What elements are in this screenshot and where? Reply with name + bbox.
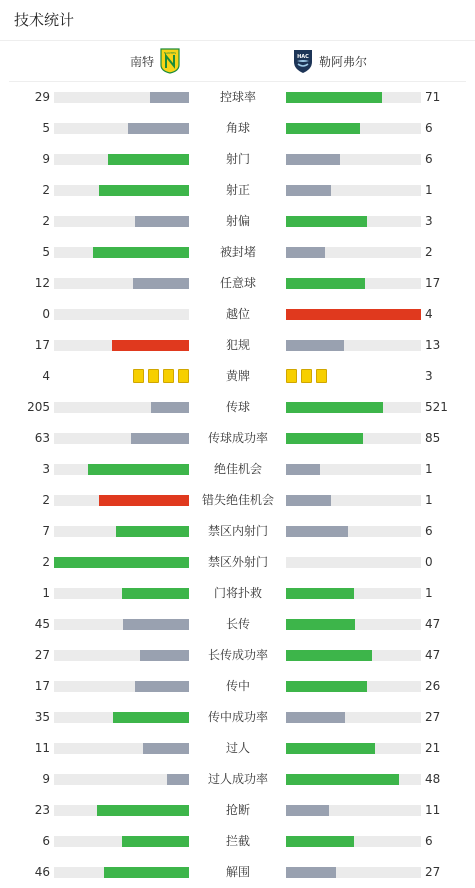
home-yellow-cards: [133, 369, 189, 383]
stat-row: [0, 330, 475, 361]
away-bar-fill: [286, 92, 382, 103]
home-bar-track: [54, 216, 189, 227]
away-bar-track: [286, 495, 421, 506]
home-bar-track: [54, 309, 189, 320]
home-value: 17: [34, 338, 50, 352]
away-bar-fill: [286, 743, 375, 754]
home-bar-track: [54, 123, 189, 134]
yellow-card-icon: [148, 369, 159, 383]
away-bar-track: [286, 278, 421, 289]
away-bar-fill: [286, 247, 325, 258]
home-bar-fill: [112, 340, 189, 351]
away-value: 47: [425, 617, 441, 631]
away-value: 11: [425, 803, 441, 817]
home-bar-fill: [128, 123, 189, 134]
home-bar-track: [54, 247, 189, 258]
away-bar-fill: [286, 805, 329, 816]
home-team[interactable]: [130, 41, 180, 81]
home-value: 0: [42, 307, 50, 321]
home-bar-track: [54, 743, 189, 754]
away-bar-fill: [286, 433, 363, 444]
home-value: 1: [42, 586, 50, 600]
home-value: 9: [42, 152, 50, 166]
away-value: 6: [425, 834, 433, 848]
home-bar-fill: [54, 557, 189, 568]
home-value: 3: [42, 462, 50, 476]
home-bar-track: [54, 402, 189, 413]
stat-row: [0, 268, 475, 299]
yellow-card-icon: [178, 369, 189, 383]
stat-label: 绝佳机会: [213, 462, 262, 476]
away-team-name: 勒阿弗尔: [319, 54, 368, 69]
away-bar-fill: [286, 526, 348, 537]
away-bar-track: [286, 464, 421, 475]
stat-label: 传中成功率: [207, 710, 268, 724]
away-value: 27: [425, 865, 441, 879]
stat-row: [0, 206, 475, 237]
stat-row: [0, 392, 475, 423]
away-value: 21: [425, 741, 441, 755]
away-value: 1: [425, 493, 433, 507]
away-bar-fill: [286, 712, 345, 723]
home-bar-fill: [88, 464, 189, 475]
home-value: 7: [42, 524, 50, 538]
away-bar-fill: [286, 495, 331, 506]
away-bar-fill: [286, 836, 354, 847]
away-bar-fill: [286, 681, 367, 692]
home-bar-fill: [151, 402, 189, 413]
home-team-name: 南特: [129, 54, 154, 69]
away-bar-track: [286, 588, 421, 599]
away-bar-fill: [286, 278, 365, 289]
away-value: 521: [425, 400, 448, 414]
home-bar-fill: [116, 526, 189, 537]
home-value: 5: [42, 121, 50, 135]
stat-row: [0, 609, 475, 640]
home-value: 17: [34, 679, 50, 693]
away-bar-fill: [286, 309, 421, 320]
stat-label: 射门: [225, 152, 250, 166]
stat-label: 禁区外射门: [207, 555, 268, 569]
home-value: 46: [34, 865, 50, 879]
away-bar-track: [286, 216, 421, 227]
away-value: 2: [425, 245, 433, 259]
away-bar-track: [286, 805, 421, 816]
home-logo-text: NANTES: [163, 51, 177, 55]
home-bar-track: [54, 495, 189, 506]
away-bar-fill: [286, 588, 354, 599]
stat-row: [0, 857, 475, 888]
home-bar-track: [54, 805, 189, 816]
away-bar-track: [286, 247, 421, 258]
away-value: 71: [425, 90, 441, 104]
stat-label: 门将扑救: [213, 586, 262, 600]
home-bar-fill: [123, 619, 189, 630]
stat-row: [0, 702, 475, 733]
stat-label: 解围: [225, 865, 250, 879]
away-bar-fill: [286, 340, 344, 351]
away-bar-track: [286, 526, 421, 537]
home-bar-track: [54, 557, 189, 568]
away-bar-track: [286, 774, 421, 785]
home-bar-fill: [108, 154, 189, 165]
away-bar-fill: [286, 123, 360, 134]
away-value: 17: [425, 276, 441, 290]
stat-label: 传球成功率: [207, 431, 268, 445]
stat-label: 拦截: [225, 834, 250, 848]
stat-label: 传中: [225, 679, 250, 693]
stat-label: 过人成功率: [207, 772, 268, 786]
home-bar-fill: [104, 867, 189, 878]
home-bar-track: [54, 619, 189, 630]
stats-list: [0, 82, 475, 888]
stat-label: 角球: [225, 121, 250, 135]
away-logo-text: HAC: [297, 54, 309, 60]
away-bar-fill: [286, 464, 320, 475]
stat-label: 抢断: [225, 803, 250, 817]
away-value: 85: [425, 431, 441, 445]
home-bar-track: [54, 650, 189, 661]
home-bar-track: [54, 340, 189, 351]
home-bar-fill: [122, 836, 190, 847]
home-value: 2: [42, 214, 50, 228]
home-bar-fill: [122, 588, 190, 599]
stat-label: 长传: [225, 617, 250, 631]
home-value: 4: [42, 369, 50, 383]
stat-row: [0, 485, 475, 516]
away-bar-fill: [286, 154, 340, 165]
home-bar-fill: [143, 743, 189, 754]
home-value: 9: [42, 772, 50, 786]
stat-row: [0, 516, 475, 547]
home-bar-track: [54, 526, 189, 537]
away-value: 1: [425, 586, 433, 600]
away-bar-track: [286, 154, 421, 165]
nantes-logo-icon: [160, 48, 180, 74]
home-value: 23: [34, 803, 50, 817]
away-bar-track: [286, 836, 421, 847]
stat-row: [0, 82, 475, 113]
stat-label: 长传成功率: [207, 648, 268, 662]
home-bar-fill: [99, 495, 189, 506]
away-bar-track: [286, 650, 421, 661]
home-bar-track: [54, 154, 189, 165]
away-bar-track: [286, 712, 421, 723]
home-bar-track: [54, 92, 189, 103]
stat-label: 禁区内射门: [207, 524, 268, 538]
away-value: 3: [425, 214, 433, 228]
stat-row: [0, 578, 475, 609]
stat-label: 射偏: [225, 214, 250, 228]
stat-row: [0, 764, 475, 795]
home-value: 11: [34, 741, 50, 755]
away-value: 27: [425, 710, 441, 724]
home-bar-fill: [93, 247, 189, 258]
away-bar-track: [286, 433, 421, 444]
stat-label: 错失绝佳机会: [201, 493, 274, 507]
away-value: 13: [425, 338, 441, 352]
stat-row: [0, 361, 475, 392]
home-value: 2: [42, 493, 50, 507]
home-value: 6: [42, 834, 50, 848]
home-bar-track: [54, 774, 189, 785]
home-bar-fill: [140, 650, 189, 661]
home-value: 205: [27, 400, 50, 414]
page-title: 技术统计: [0, 0, 475, 41]
stat-label: 犯规: [225, 338, 250, 352]
home-value: 63: [34, 431, 50, 445]
away-bar-fill: [286, 867, 336, 878]
stat-row: [0, 826, 475, 857]
stat-row: [0, 547, 475, 578]
home-value: 27: [34, 648, 50, 662]
stat-row: [0, 671, 475, 702]
home-value: 2: [42, 183, 50, 197]
away-value: 3: [425, 369, 433, 383]
home-bar-fill: [135, 216, 189, 227]
home-bar-track: [54, 867, 189, 878]
away-bar-track: [286, 92, 421, 103]
stat-label: 射正: [225, 183, 250, 197]
stat-row: [0, 795, 475, 826]
home-bar-track: [54, 836, 189, 847]
home-bar-fill: [131, 433, 189, 444]
home-bar-fill: [135, 681, 189, 692]
away-value: 6: [425, 121, 433, 135]
home-bar-track: [54, 588, 189, 599]
away-value: 26: [425, 679, 441, 693]
home-bar-fill: [99, 185, 189, 196]
stat-label: 传球: [225, 400, 250, 414]
home-bar-track: [54, 185, 189, 196]
home-value: 5: [42, 245, 50, 259]
home-value: 29: [34, 90, 50, 104]
home-bar-track: [54, 681, 189, 692]
away-team[interactable]: [293, 41, 367, 81]
home-bar-fill: [113, 712, 189, 723]
le-havre-logo-icon: [293, 48, 313, 74]
away-bar-track: [286, 743, 421, 754]
away-bar-track: [286, 123, 421, 134]
away-value: 0: [425, 555, 433, 569]
home-bar-fill: [133, 278, 189, 289]
away-bar-fill: [286, 402, 383, 413]
away-bar-track: [286, 309, 421, 320]
away-value: 48: [425, 772, 441, 786]
home-value: 35: [34, 710, 50, 724]
away-bar-fill: [286, 650, 372, 661]
away-bar-track: [286, 867, 421, 878]
yellow-card-icon: [301, 369, 312, 383]
away-value: 4: [425, 307, 433, 321]
away-bar-track: [286, 402, 421, 413]
stat-label: 越位: [225, 307, 250, 321]
yellow-card-icon: [133, 369, 144, 383]
home-value: 45: [34, 617, 50, 631]
away-bar-fill: [286, 619, 355, 630]
home-bar-track: [54, 712, 189, 723]
stat-row: [0, 640, 475, 671]
stat-label: 过人: [225, 741, 250, 755]
away-bar-fill: [286, 185, 331, 196]
home-value: 12: [34, 276, 50, 290]
yellow-card-icon: [286, 369, 297, 383]
stat-row: [0, 144, 475, 175]
home-bar-fill: [167, 774, 189, 785]
stat-row: [0, 423, 475, 454]
away-value: 1: [425, 183, 433, 197]
teams-header: [9, 41, 466, 82]
home-bar-fill: [150, 92, 189, 103]
away-value: 1: [425, 462, 433, 476]
stat-row: [0, 113, 475, 144]
stat-row: [0, 299, 475, 330]
stat-row: [0, 237, 475, 268]
stat-row: [0, 733, 475, 764]
away-bar-fill: [286, 774, 399, 785]
away-bar-track: [286, 185, 421, 196]
stat-label: 任意球: [219, 276, 256, 290]
home-bar-fill: [97, 805, 189, 816]
away-value: 6: [425, 524, 433, 538]
home-bar-track: [54, 278, 189, 289]
stat-label: 黄牌: [225, 369, 250, 383]
away-bar-track: [286, 681, 421, 692]
stat-row: [0, 454, 475, 485]
yellow-card-icon: [316, 369, 327, 383]
stat-label: 被封堵: [219, 245, 256, 259]
home-bar-track: [54, 464, 189, 475]
away-bar-track: [286, 340, 421, 351]
away-bar-track: [286, 619, 421, 630]
home-bar-track: [54, 433, 189, 444]
home-value: 2: [42, 555, 50, 569]
yellow-card-icon: [163, 369, 174, 383]
away-bar-track: [286, 557, 421, 568]
away-yellow-cards: [286, 369, 327, 383]
away-bar-fill: [286, 216, 367, 227]
stat-label: 控球率: [219, 90, 256, 104]
away-value: 47: [425, 648, 441, 662]
away-value: 6: [425, 152, 433, 166]
stat-row: [0, 175, 475, 206]
